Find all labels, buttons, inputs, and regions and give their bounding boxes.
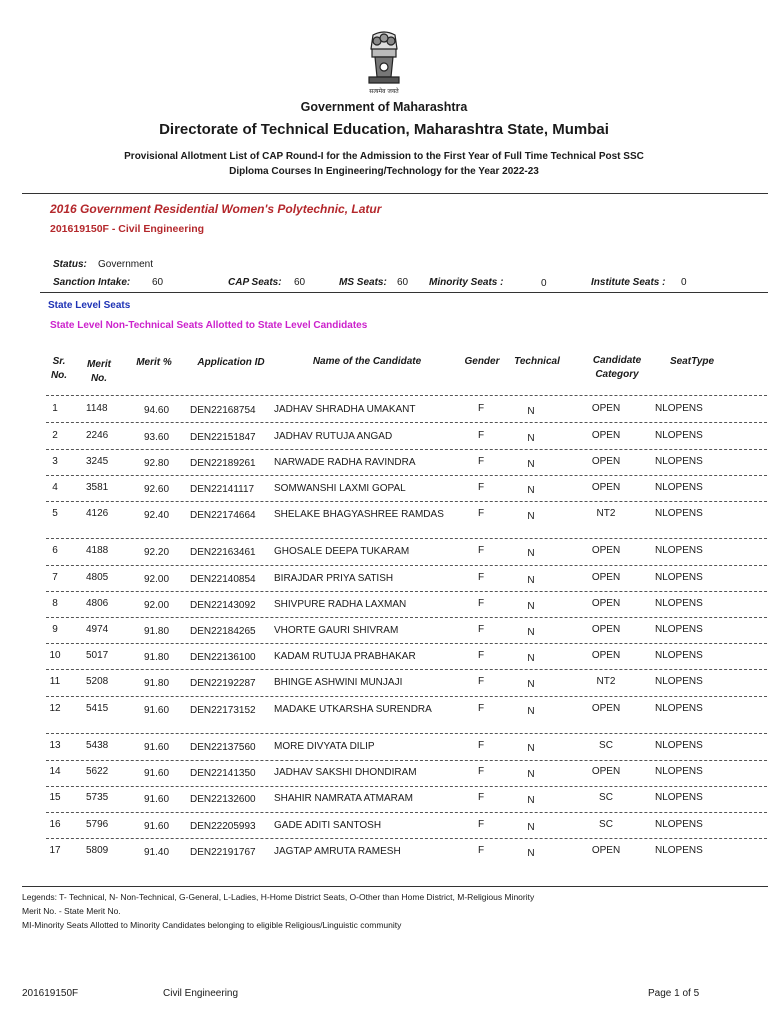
header-merit-pct: Merit % bbox=[136, 357, 172, 368]
cell-merit-pct: 92.40 bbox=[144, 510, 170, 521]
cell-seat-type: NLOPENS bbox=[655, 792, 703, 803]
cell-gender: F bbox=[477, 624, 485, 635]
cell-category: OPEN bbox=[591, 572, 621, 583]
header-candidate-category: Candidate Category bbox=[592, 355, 642, 380]
cell-application-id: DEN22136100 bbox=[190, 652, 256, 663]
row-separator bbox=[46, 733, 768, 734]
cell-technical: N bbox=[527, 822, 535, 833]
cell-application-id: DEN22141350 bbox=[190, 768, 256, 779]
cell-candidate-name: JAGTAP AMRUTA RAMESH bbox=[274, 846, 401, 857]
row-separator bbox=[46, 538, 768, 539]
cell-merit-no: 4188 bbox=[86, 545, 109, 556]
row-separator bbox=[46, 475, 768, 476]
cell-sr-no: 15 bbox=[49, 792, 61, 803]
cell-seat-type: NLOPENS bbox=[655, 482, 703, 493]
cell-seat-type: NLOPENS bbox=[655, 819, 703, 830]
cell-merit-pct: 92.20 bbox=[144, 547, 170, 558]
cell-gender: F bbox=[477, 482, 485, 493]
cell-category: OPEN bbox=[591, 430, 621, 441]
divider bbox=[22, 886, 768, 887]
row-separator bbox=[46, 696, 768, 697]
cell-gender: F bbox=[477, 598, 485, 609]
emblem-motto: सत्यमेव जयते bbox=[369, 88, 399, 95]
cell-sr-no: 11 bbox=[49, 676, 61, 687]
cell-application-id: DEN22168754 bbox=[190, 405, 256, 416]
cell-gender: F bbox=[477, 430, 485, 441]
cell-gender: F bbox=[477, 845, 485, 856]
cell-application-id: DEN22151847 bbox=[190, 432, 256, 443]
cell-merit-no: 5415 bbox=[86, 703, 109, 714]
minority-seats-value: 0 bbox=[541, 278, 547, 289]
row-separator bbox=[46, 669, 768, 670]
cell-gender: F bbox=[477, 650, 485, 661]
cell-merit-pct: 91.60 bbox=[144, 742, 170, 753]
subtitle-line-1: Provisional Allotment List of CAP Round-I for the Admission to the First Year of Full Time Technical Post SSC bbox=[124, 151, 644, 162]
row-separator bbox=[46, 449, 768, 450]
cell-seat-type: NLOPENS bbox=[655, 545, 703, 556]
cap-seats-value: 60 bbox=[294, 277, 306, 288]
cell-gender: F bbox=[477, 819, 485, 830]
cell-gender: F bbox=[477, 703, 485, 714]
cell-candidate-name: JADHAV RUTUJA ANGAD bbox=[274, 431, 393, 442]
cell-candidate-name: GADE ADITI SANTOSH bbox=[274, 820, 382, 831]
header-candidate-name: Name of the Candidate bbox=[312, 356, 422, 367]
row-separator bbox=[46, 786, 768, 787]
cell-seat-type: NLOPENS bbox=[655, 703, 703, 714]
cell-merit-no: 4126 bbox=[86, 508, 109, 519]
state-emblem-icon bbox=[359, 27, 409, 97]
cell-seat-type: NLOPENS bbox=[655, 403, 703, 414]
cell-category: SC bbox=[599, 792, 613, 803]
cell-sr-no: 9 bbox=[52, 624, 58, 635]
cell-gender: F bbox=[477, 572, 485, 583]
row-separator bbox=[46, 501, 768, 502]
cell-merit-no: 5809 bbox=[86, 845, 109, 856]
cell-gender: F bbox=[477, 545, 485, 556]
cell-merit-pct: 91.60 bbox=[144, 705, 170, 716]
row-separator bbox=[46, 565, 768, 566]
cell-merit-pct: 91.60 bbox=[144, 768, 170, 779]
directorate-title: Directorate of Technical Education, Maharashtra State, Mumbai bbox=[159, 121, 609, 138]
cell-application-id: DEN22143092 bbox=[190, 600, 256, 611]
cell-candidate-name: NARWADE RADHA RAVINDRA bbox=[274, 457, 416, 468]
header-application-id: Application ID bbox=[197, 357, 265, 368]
cell-sr-no: 2 bbox=[52, 430, 58, 441]
cell-candidate-name: JADHAV SAKSHI DHONDIRAM bbox=[274, 767, 417, 778]
cell-candidate-name: MADAKE UTKARSHA SURENDRA bbox=[274, 704, 432, 715]
cell-application-id: DEN22173152 bbox=[190, 705, 256, 716]
cell-application-id: DEN22140854 bbox=[190, 574, 256, 585]
cell-sr-no: 3 bbox=[52, 456, 58, 467]
footer-branch-name: Civil Engineering bbox=[163, 988, 239, 999]
footer-branch-code: 201619150F bbox=[22, 988, 79, 999]
cell-sr-no: 7 bbox=[52, 572, 58, 583]
row-separator bbox=[46, 422, 768, 423]
cell-sr-no: 6 bbox=[52, 545, 58, 556]
cell-seat-type: NLOPENS bbox=[655, 845, 703, 856]
cell-merit-no: 4806 bbox=[86, 598, 109, 609]
cell-technical: N bbox=[527, 706, 535, 717]
cell-application-id: DEN22141117 bbox=[190, 484, 255, 495]
cell-sr-no: 14 bbox=[49, 766, 61, 777]
header-sr-no: Sr. No. bbox=[50, 356, 68, 381]
cell-seat-type: NLOPENS bbox=[655, 650, 703, 661]
cell-technical: N bbox=[527, 511, 535, 522]
cell-sr-no: 10 bbox=[49, 650, 61, 661]
cell-candidate-name: VHORTE GAURI SHIVRAM bbox=[274, 625, 399, 636]
ms-seats-label: MS Seats: bbox=[339, 277, 387, 288]
cell-technical: N bbox=[527, 433, 535, 444]
cell-category: SC bbox=[599, 740, 613, 751]
cell-merit-no: 5735 bbox=[86, 792, 109, 803]
cell-sr-no: 16 bbox=[49, 819, 61, 830]
cell-category: NT2 bbox=[596, 508, 616, 519]
cell-application-id: DEN22174664 bbox=[190, 510, 256, 521]
cell-application-id: DEN22189261 bbox=[190, 458, 256, 469]
cell-sr-no: 4 bbox=[52, 482, 58, 493]
divider bbox=[40, 292, 768, 293]
cell-seat-type: NLOPENS bbox=[655, 430, 703, 441]
institute-seats-value: 0 bbox=[681, 277, 687, 288]
cell-category: OPEN bbox=[591, 703, 621, 714]
cell-candidate-name: SOMWANSHI LAXMI GOPAL bbox=[274, 483, 406, 494]
cell-application-id: DEN22132600 bbox=[190, 794, 256, 805]
cell-application-id: DEN22137560 bbox=[190, 742, 256, 753]
cell-merit-pct: 91.60 bbox=[144, 821, 170, 832]
cell-merit-pct: 92.60 bbox=[144, 484, 170, 495]
cell-seat-type: NLOPENS bbox=[655, 456, 703, 467]
cell-technical: N bbox=[527, 743, 535, 754]
ms-seats-value: 60 bbox=[397, 277, 409, 288]
cell-merit-no: 5622 bbox=[86, 766, 109, 777]
sanction-intake-label: Sanction Intake: bbox=[53, 277, 131, 288]
cell-technical: N bbox=[527, 848, 535, 859]
cell-category: OPEN bbox=[591, 766, 621, 777]
header-seat-type: SeatType bbox=[669, 356, 715, 367]
cell-gender: F bbox=[477, 766, 485, 777]
cell-gender: F bbox=[477, 676, 485, 687]
cell-sr-no: 12 bbox=[49, 703, 61, 714]
cell-seat-type: NLOPENS bbox=[655, 740, 703, 751]
cell-technical: N bbox=[527, 601, 535, 612]
header-merit-no: Merit No. bbox=[87, 359, 111, 384]
header-gender: Gender bbox=[464, 356, 500, 367]
cell-application-id: DEN22205993 bbox=[190, 821, 256, 832]
cell-category: SC bbox=[599, 819, 613, 830]
row-separator bbox=[46, 591, 768, 592]
cell-category: OPEN bbox=[591, 403, 621, 414]
row-separator bbox=[46, 812, 768, 813]
cell-technical: N bbox=[527, 459, 535, 470]
cell-gender: F bbox=[477, 456, 485, 467]
cell-merit-no: 1148 bbox=[86, 403, 108, 414]
cell-merit-no: 3245 bbox=[86, 456, 109, 467]
footer-page-number: Page 1 of 5 bbox=[648, 988, 700, 999]
cell-merit-no: 4974 bbox=[86, 624, 109, 635]
cell-sr-no: 17 bbox=[49, 845, 61, 856]
cell-technical: N bbox=[527, 548, 535, 559]
cell-merit-pct: 91.40 bbox=[144, 847, 170, 858]
section-category-title: State Level Non-Technical Seats Allotted to State Level Candidates bbox=[50, 320, 368, 331]
cell-category: OPEN bbox=[591, 456, 621, 467]
cell-merit-no: 4805 bbox=[86, 572, 109, 583]
cell-sr-no: 8 bbox=[52, 598, 58, 609]
section-level-title: State Level Seats bbox=[48, 300, 131, 311]
cell-merit-pct: 91.80 bbox=[144, 678, 170, 689]
cell-gender: F bbox=[477, 403, 485, 414]
cell-technical: N bbox=[527, 679, 535, 690]
status-value: Government bbox=[98, 259, 154, 270]
cell-category: OPEN bbox=[591, 845, 621, 856]
cell-application-id: DEN22184265 bbox=[190, 626, 256, 637]
row-separator bbox=[46, 838, 768, 839]
cell-merit-no: 2246 bbox=[86, 430, 109, 441]
cell-merit-pct: 94.60 bbox=[144, 405, 170, 416]
cell-merit-pct: 93.60 bbox=[144, 432, 170, 443]
cell-candidate-name: MORE DIVYATA DILIP bbox=[274, 741, 375, 752]
cell-seat-type: NLOPENS bbox=[655, 508, 703, 519]
cell-candidate-name: JADHAV SHRADHA UMAKANT bbox=[274, 404, 416, 415]
cell-merit-pct: 91.80 bbox=[144, 626, 170, 637]
cell-category: OPEN bbox=[591, 545, 621, 556]
cell-sr-no: 5 bbox=[52, 508, 58, 519]
cell-candidate-name: GHOSALE DEEPA TUKARAM bbox=[274, 546, 410, 557]
sanction-intake-value: 60 bbox=[152, 277, 164, 288]
status-label: Status: bbox=[53, 259, 87, 270]
cell-seat-type: NLOPENS bbox=[655, 624, 703, 635]
row-separator bbox=[46, 395, 768, 396]
cell-gender: F bbox=[477, 740, 485, 751]
legend-line-1: Legends: T- Technical, N- Non-Technical, G-General, L-Ladies, H-Home District Seats, O-Other than Home District, M-Religious Minority bbox=[22, 892, 535, 902]
row-separator bbox=[46, 617, 768, 618]
cell-gender: F bbox=[477, 508, 485, 519]
cell-candidate-name: BIRAJDAR PRIYA SATISH bbox=[274, 573, 394, 584]
cell-seat-type: NLOPENS bbox=[655, 598, 703, 609]
cell-merit-pct: 91.80 bbox=[144, 652, 170, 663]
cell-merit-no: 3581 bbox=[86, 482, 109, 493]
cell-candidate-name: SHELAKE BHAGYASHREE RAMDAS bbox=[274, 509, 444, 520]
institute-name: 2016 Government Residential Women's Polytechnic, Latur bbox=[50, 202, 382, 216]
cell-seat-type: NLOPENS bbox=[655, 766, 703, 777]
branch-name: 201619150F - Civil Engineering bbox=[50, 223, 205, 235]
cell-application-id: DEN22192287 bbox=[190, 678, 256, 689]
government-title: Government of Maharashtra bbox=[300, 100, 468, 114]
subtitle-line-2: Diploma Courses In Engineering/Technology for the Year 2022-23 bbox=[229, 166, 539, 177]
cell-technical: N bbox=[527, 575, 535, 586]
cell-technical: N bbox=[527, 406, 535, 417]
cell-seat-type: NLOPENS bbox=[655, 572, 703, 583]
cell-candidate-name: BHINGE ASHWINI MUNJAJI bbox=[274, 677, 403, 688]
cell-technical: N bbox=[527, 795, 535, 806]
cell-candidate-name: KADAM RUTUJA PRABHAKAR bbox=[274, 651, 416, 662]
cell-application-id: DEN22191767 bbox=[190, 847, 256, 858]
header-technical: Technical bbox=[514, 356, 560, 367]
cell-category: NT2 bbox=[596, 676, 616, 687]
cell-technical: N bbox=[527, 653, 535, 664]
cell-seat-type: NLOPENS bbox=[655, 676, 703, 687]
cell-category: OPEN bbox=[591, 650, 621, 661]
cell-merit-no: 5438 bbox=[86, 740, 109, 751]
minority-seats-label: Minority Seats : bbox=[429, 277, 504, 288]
divider bbox=[22, 193, 768, 194]
cell-merit-no: 5796 bbox=[86, 819, 109, 830]
row-separator bbox=[46, 643, 768, 644]
cell-merit-pct: 91.60 bbox=[144, 794, 170, 805]
cell-technical: N bbox=[527, 627, 535, 638]
cell-category: OPEN bbox=[591, 624, 621, 635]
cap-seats-label: CAP Seats: bbox=[228, 277, 282, 288]
cell-candidate-name: SHIVPURE RADHA LAXMAN bbox=[274, 599, 407, 610]
row-separator bbox=[46, 760, 768, 761]
cell-merit-pct: 92.00 bbox=[144, 600, 170, 611]
cell-merit-pct: 92.80 bbox=[144, 458, 170, 469]
institute-seats-label: Institute Seats : bbox=[591, 277, 666, 288]
cell-category: OPEN bbox=[591, 598, 621, 609]
legend-line-3: MI-Minority Seats Allotted to Minority Candidates belonging to eligible Religious/Linguistic community bbox=[22, 920, 402, 930]
cell-category: OPEN bbox=[591, 482, 621, 493]
legend-line-2: Merit No. - State Merit No. bbox=[22, 906, 121, 916]
cell-merit-no: 5017 bbox=[86, 650, 109, 661]
cell-sr-no: 13 bbox=[49, 740, 61, 751]
cell-technical: N bbox=[527, 485, 535, 496]
cell-technical: N bbox=[527, 769, 535, 780]
cell-gender: F bbox=[477, 792, 485, 803]
cell-candidate-name: SHAHIR NAMRATA ATMARAM bbox=[274, 793, 413, 804]
cell-application-id: DEN22163461 bbox=[190, 547, 256, 558]
cell-sr-no: 1 bbox=[52, 403, 58, 414]
cell-merit-no: 5208 bbox=[86, 676, 109, 687]
cell-merit-pct: 92.00 bbox=[144, 574, 170, 585]
